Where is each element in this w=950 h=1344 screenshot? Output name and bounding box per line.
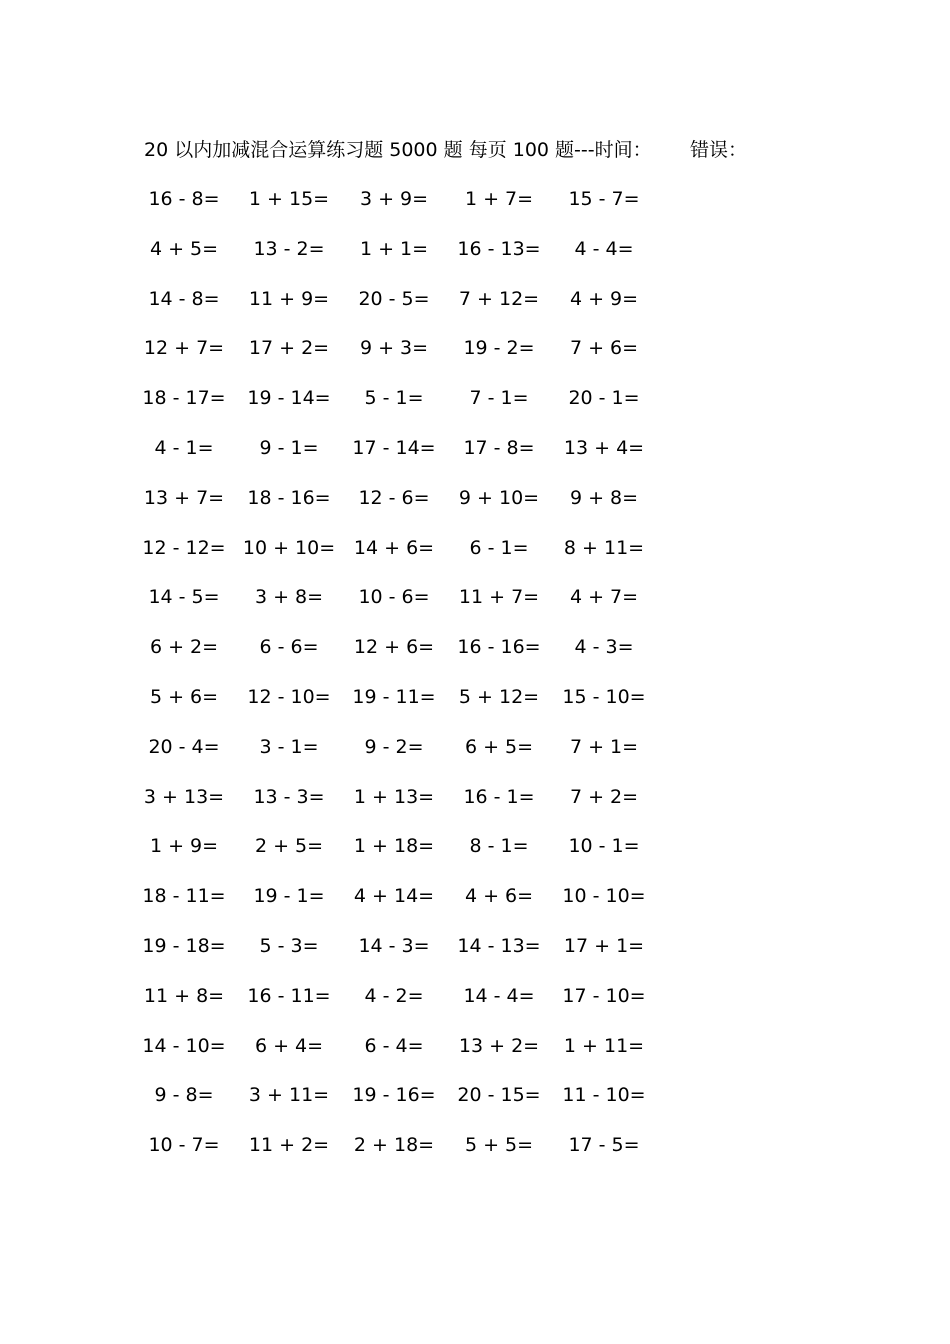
- problem-item: 17 - 8=: [463, 436, 535, 459]
- problem-row: [0, 485, 950, 535]
- problem-item: 19 - 14=: [247, 387, 331, 410]
- problem-row: [0, 186, 950, 236]
- problem-item: 17 + 1=: [563, 934, 645, 957]
- problem-row: [0, 933, 950, 983]
- problem-item: 12 - 6=: [358, 486, 430, 509]
- problem-item: 4 - 3=: [574, 636, 634, 659]
- problem-item: 13 - 2=: [253, 237, 325, 260]
- problem-item: 6 + 2=: [149, 636, 219, 659]
- problem-row: [0, 734, 950, 784]
- problem-item: 4 - 4=: [574, 237, 634, 260]
- problem-item: 4 + 6=: [464, 885, 534, 908]
- problem-item: 7 + 1=: [569, 735, 639, 758]
- problem-item: 3 + 13=: [143, 785, 225, 808]
- problem-item: 7 - 1=: [469, 387, 529, 410]
- problem-item: 6 - 4=: [364, 1034, 424, 1057]
- problem-item: 4 + 5=: [149, 237, 219, 260]
- problem-item: 18 - 11=: [142, 885, 226, 908]
- problem-item: 4 - 2=: [364, 984, 424, 1007]
- problem-item: 12 - 10=: [247, 685, 331, 708]
- problem-item: 11 + 2=: [248, 1134, 330, 1157]
- problem-item: 10 + 10=: [242, 536, 336, 559]
- problem-item: 1 + 9=: [149, 835, 219, 858]
- problem-row: [0, 784, 950, 834]
- problem-item: 19 - 2=: [463, 337, 535, 360]
- problem-item: 20 - 4=: [148, 735, 220, 758]
- problem-item: 3 + 9=: [359, 188, 429, 210]
- problem-item: 17 + 2=: [248, 337, 330, 360]
- problem-row: [0, 535, 950, 585]
- problem-item: 9 - 1=: [259, 436, 319, 459]
- problem-item: 9 + 3=: [359, 337, 429, 360]
- problem-item: 9 - 2=: [364, 735, 424, 758]
- problem-row: [0, 335, 950, 385]
- problem-item: 17 - 5=: [568, 1134, 640, 1157]
- problem-item: 11 - 10=: [562, 1084, 646, 1107]
- problem-row: [0, 1082, 950, 1132]
- problem-item: 1 + 11=: [563, 1034, 645, 1057]
- problem-item: 8 - 1=: [469, 835, 529, 858]
- problem-row: [0, 833, 950, 883]
- problem-row: [0, 236, 950, 286]
- problem-item: 2 + 18=: [353, 1134, 435, 1157]
- problem-grid: [0, 186, 950, 1182]
- problem-item: 14 - 8=: [148, 287, 220, 310]
- problem-item: 15 - 7=: [568, 188, 640, 210]
- problem-item: 16 - 16=: [457, 636, 541, 659]
- problem-item: 19 - 11=: [352, 685, 436, 708]
- problem-item: 19 - 1=: [253, 885, 325, 908]
- problem-item: 14 - 5=: [148, 586, 220, 609]
- problem-item: 9 + 8=: [569, 486, 639, 509]
- problem-item: 2 + 5=: [254, 835, 324, 858]
- problem-item: 11 + 7=: [458, 586, 540, 609]
- problem-item: 14 - 3=: [358, 934, 430, 957]
- problem-row: [0, 286, 950, 336]
- problem-item: 3 - 1=: [259, 735, 319, 758]
- problem-item: 3 + 8=: [254, 586, 324, 609]
- problem-item: 17 - 14=: [352, 436, 436, 459]
- problem-item: 15 - 10=: [562, 685, 646, 708]
- problem-item: 13 + 2=: [458, 1034, 540, 1057]
- problem-row: [0, 883, 950, 933]
- problem-item: 16 - 11=: [247, 984, 331, 1007]
- problem-item: 9 - 8=: [154, 1084, 214, 1107]
- problem-row: [0, 983, 950, 1033]
- problem-item: 10 - 6=: [358, 586, 430, 609]
- problem-item: 18 - 16=: [247, 486, 331, 509]
- problem-row: [0, 385, 950, 435]
- problem-item: 3 + 11=: [248, 1084, 330, 1107]
- problem-row: [0, 684, 950, 734]
- problem-item: 10 - 7=: [148, 1134, 220, 1157]
- problem-item: 4 + 9=: [569, 287, 639, 310]
- problem-item: 10 - 1=: [568, 835, 640, 858]
- problem-item: 14 - 13=: [457, 934, 541, 957]
- problem-item: 11 + 9=: [248, 287, 330, 310]
- problem-item: 14 - 10=: [142, 1034, 226, 1057]
- worksheet-title: 20 以内加减混合运算练习题 5000 题 每页 100 题---时间：: [144, 139, 652, 161]
- problem-item: 16 - 8=: [148, 188, 220, 210]
- problem-item: 7 + 6=: [569, 337, 639, 360]
- problem-item: 13 - 3=: [253, 785, 325, 808]
- problem-item: 20 - 15=: [457, 1084, 541, 1107]
- problem-item: 14 + 6=: [353, 536, 435, 559]
- problem-item: 8 + 11=: [563, 536, 645, 559]
- problem-item: 5 + 5=: [464, 1134, 534, 1157]
- problem-item: 16 - 13=: [457, 237, 541, 260]
- problem-item: 13 + 4=: [563, 436, 645, 459]
- problem-item: 12 + 7=: [143, 337, 225, 360]
- problem-item: 20 - 1=: [568, 387, 640, 410]
- problem-row: [0, 634, 950, 684]
- problem-item: 11 + 8=: [143, 984, 225, 1007]
- problem-item: 14 - 4=: [463, 984, 535, 1007]
- problem-item: 7 + 12=: [458, 287, 540, 310]
- problem-row: [0, 435, 950, 485]
- problem-item: 6 + 5=: [464, 735, 534, 758]
- problem-item: 20 - 5=: [358, 287, 430, 310]
- problem-item: 4 + 7=: [569, 586, 639, 609]
- problem-item: 10 - 10=: [562, 885, 646, 908]
- problem-item: 1 + 13=: [353, 785, 435, 808]
- problem-item: 1 + 7=: [464, 188, 534, 210]
- problem-item: 6 + 4=: [254, 1034, 324, 1057]
- problem-item: 18 - 17=: [142, 387, 226, 410]
- problem-row: [0, 1033, 950, 1083]
- problem-item: 1 + 15=: [248, 188, 330, 210]
- problem-item: 17 - 10=: [562, 984, 646, 1007]
- problem-item: 5 - 1=: [364, 387, 424, 410]
- problem-item: 12 - 12=: [142, 536, 226, 559]
- problem-row: [0, 1132, 950, 1182]
- problem-item: 5 + 6=: [149, 685, 219, 708]
- problem-item: 6 - 6=: [259, 636, 319, 659]
- problem-item: 12 + 6=: [353, 636, 435, 659]
- problem-row: [0, 584, 950, 634]
- errors-label: 错误：: [690, 139, 748, 161]
- problem-item: 7 + 2=: [569, 785, 639, 808]
- problem-item: 1 + 18=: [353, 835, 435, 858]
- problem-item: 16 - 1=: [463, 785, 535, 808]
- problem-item: 13 + 7=: [143, 486, 225, 509]
- problem-item: 19 - 18=: [142, 934, 226, 957]
- problem-item: 5 + 12=: [458, 685, 540, 708]
- problem-item: 19 - 16=: [352, 1084, 436, 1107]
- problem-item: 6 - 1=: [469, 536, 529, 559]
- worksheet-header: [144, 137, 748, 163]
- problem-item: 4 + 14=: [353, 885, 435, 908]
- problem-item: 5 - 3=: [259, 934, 319, 957]
- problem-item: 1 + 1=: [359, 237, 429, 260]
- problem-item: 4 - 1=: [154, 436, 214, 459]
- problem-item: 9 + 10=: [458, 486, 540, 509]
